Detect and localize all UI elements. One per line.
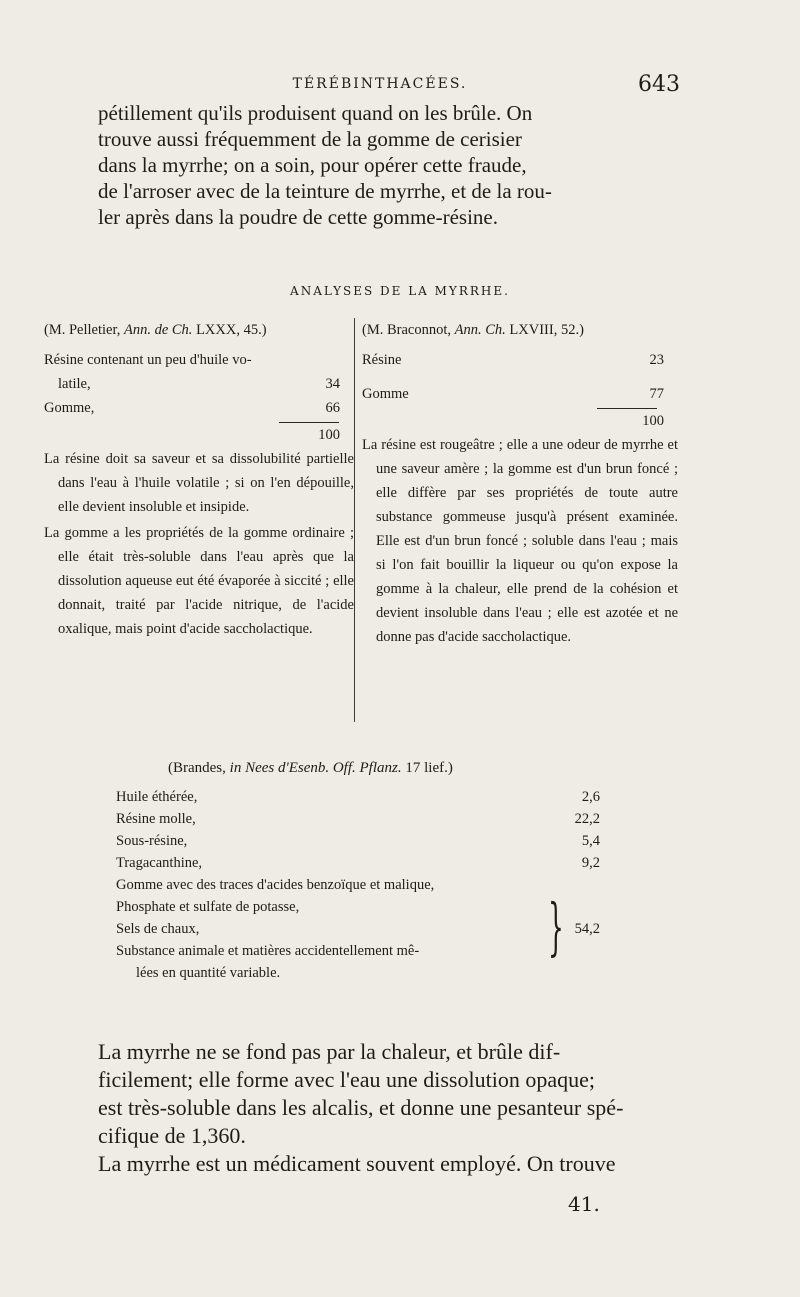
source-journal: Ann. Ch. [454, 322, 506, 338]
composition-row [362, 382, 678, 406]
component-label: Huile éthérée, [116, 789, 198, 805]
component-label: Résine [362, 352, 402, 368]
text-line: de l'arroser avec de la teinture de myrrhe, et de la rou- [98, 179, 552, 203]
composition-row [116, 940, 616, 962]
source-author: (M. Pelletier, [44, 322, 124, 338]
composition-row [44, 372, 354, 396]
composition-row [116, 918, 616, 940]
component-label: Sous-résine, [116, 833, 188, 849]
text-line: dans la myrrhe; on a soin, pour opérer cette fraude, [98, 153, 527, 177]
composition-row [116, 830, 616, 852]
page-header [0, 72, 800, 96]
component-value: 23 [649, 352, 664, 368]
composition-row [116, 808, 616, 830]
composition-row [116, 874, 616, 896]
text-line: La myrrhe ne se fond pas par la chaleur, et brûle dif- [98, 1039, 561, 1064]
page-number: 643 [638, 72, 680, 97]
source-reference: 17 lief.) [401, 760, 453, 776]
braconnot-analysis [362, 318, 678, 649]
source-journal: in Nees d'Esenb. Off. Pflanz. [229, 760, 402, 776]
source-author: (Brandes, [168, 760, 230, 776]
brandes-source [168, 760, 453, 777]
column-divider [354, 318, 355, 722]
component-label: lées en quantité variable. [136, 965, 281, 981]
pelletier-analysis [44, 318, 354, 641]
component-label: Résine contenant un peu d'huile vo- [44, 352, 252, 368]
analysis-note: La résine est rougeâtre ; elle a une odeur de myrrhe et une saveur amère ; la gomme est d'un brun foncé ; elle diffère par ses propriétés de toute autre substance gommeuse jusqu'à présent examinée. Elle est d'un brun foncé ; soluble dans l'eau ; mais si l'on fait bouillir la liqueur ou qu'on expose la gomme à la chaleur, elle prend de la cohésion et devient insoluble dans l'eau ; elle est azotée et ne donne pas d'acide saccholactique. [362, 437, 678, 645]
component-label: Gomme, [44, 400, 95, 416]
curly-brace-icon: } [548, 890, 564, 963]
composition-row [362, 348, 678, 372]
analysis-source [362, 318, 678, 342]
component-value: 66 [325, 400, 340, 416]
section-title: ANALYSES DE LA MYRRHE. [290, 284, 510, 298]
composition-row [44, 396, 354, 420]
composition-row [116, 962, 616, 984]
analysis-note: La résine doit sa saveur et sa dissolubilité partielle dans l'eau à l'huile volatile ; si on l'en dépouille, elle devient insoluble et insipide. [44, 451, 354, 515]
analysis-source [44, 318, 354, 342]
component-label: Substance animale et matières accidentellement mê- [116, 943, 420, 959]
total-value: 100 [318, 427, 340, 443]
component-label: Gomme [362, 386, 409, 402]
component-label: Sels de chaux, [116, 921, 200, 937]
component-value: 77 [649, 386, 664, 402]
closing-paragraph [98, 1038, 678, 1178]
text-line: La myrrhe est un médicament souvent employé. On trouve [98, 1151, 616, 1176]
text-line: cifique de 1,360. [98, 1123, 246, 1148]
composition-row [116, 786, 616, 808]
component-label: Tragacanthine, [116, 855, 203, 871]
component-label: Gomme avec des traces d'acides benzoïque et malique, [116, 877, 435, 893]
component-value: 34 [325, 376, 340, 392]
source-journal: Ann. de Ch. [123, 322, 193, 338]
source-reference: LXXX, 45.) [192, 322, 267, 338]
text-line: ler après dans la poudre de cette gomme-résine. [98, 205, 498, 229]
component-label: Résine molle, [116, 811, 196, 827]
text-line: trouve aussi fréquemment de la gomme de cerisier [98, 127, 522, 151]
component-label: latile, [58, 376, 91, 392]
component-value: 5,4 [581, 833, 600, 849]
composition-row [116, 852, 616, 874]
signature-mark: 41. [568, 1192, 600, 1216]
intro-paragraph [98, 100, 678, 230]
grouped-value: 54,2 [574, 921, 600, 937]
component-value: 2,6 [581, 789, 600, 805]
running-title: TÉRÉBINTHACÉES. [292, 76, 468, 92]
analysis-note: La gomme a les propriétés de la gomme ordinaire ; elle était très-soluble dans l'eau après que la dissolution aqueuse eut été évaporée à siccité ; elle donnait, traité par l'acide nitrique, de l'acide oxalique, mais point d'acide saccholactique. [44, 525, 354, 637]
component-label: Phosphate et sulfate de potasse, [116, 899, 300, 915]
source-reference: LXVIII, 52.) [505, 322, 584, 338]
total-value: 100 [642, 413, 664, 429]
component-value: 9,2 [581, 855, 600, 871]
brandes-analysis [116, 786, 616, 984]
text-line: pétillement qu'ils produisent quand on les brûle. On [98, 101, 533, 125]
component-value: 22,2 [574, 811, 600, 827]
composition-row [116, 896, 616, 918]
text-line: ficilement; elle forme avec l'eau une dissolution opaque; [98, 1067, 595, 1092]
text-line: est très-soluble dans les alcalis, et donne une pesanteur spé- [98, 1095, 624, 1120]
source-author: (M. Braconnot, [362, 322, 455, 338]
composition-row [44, 348, 354, 372]
